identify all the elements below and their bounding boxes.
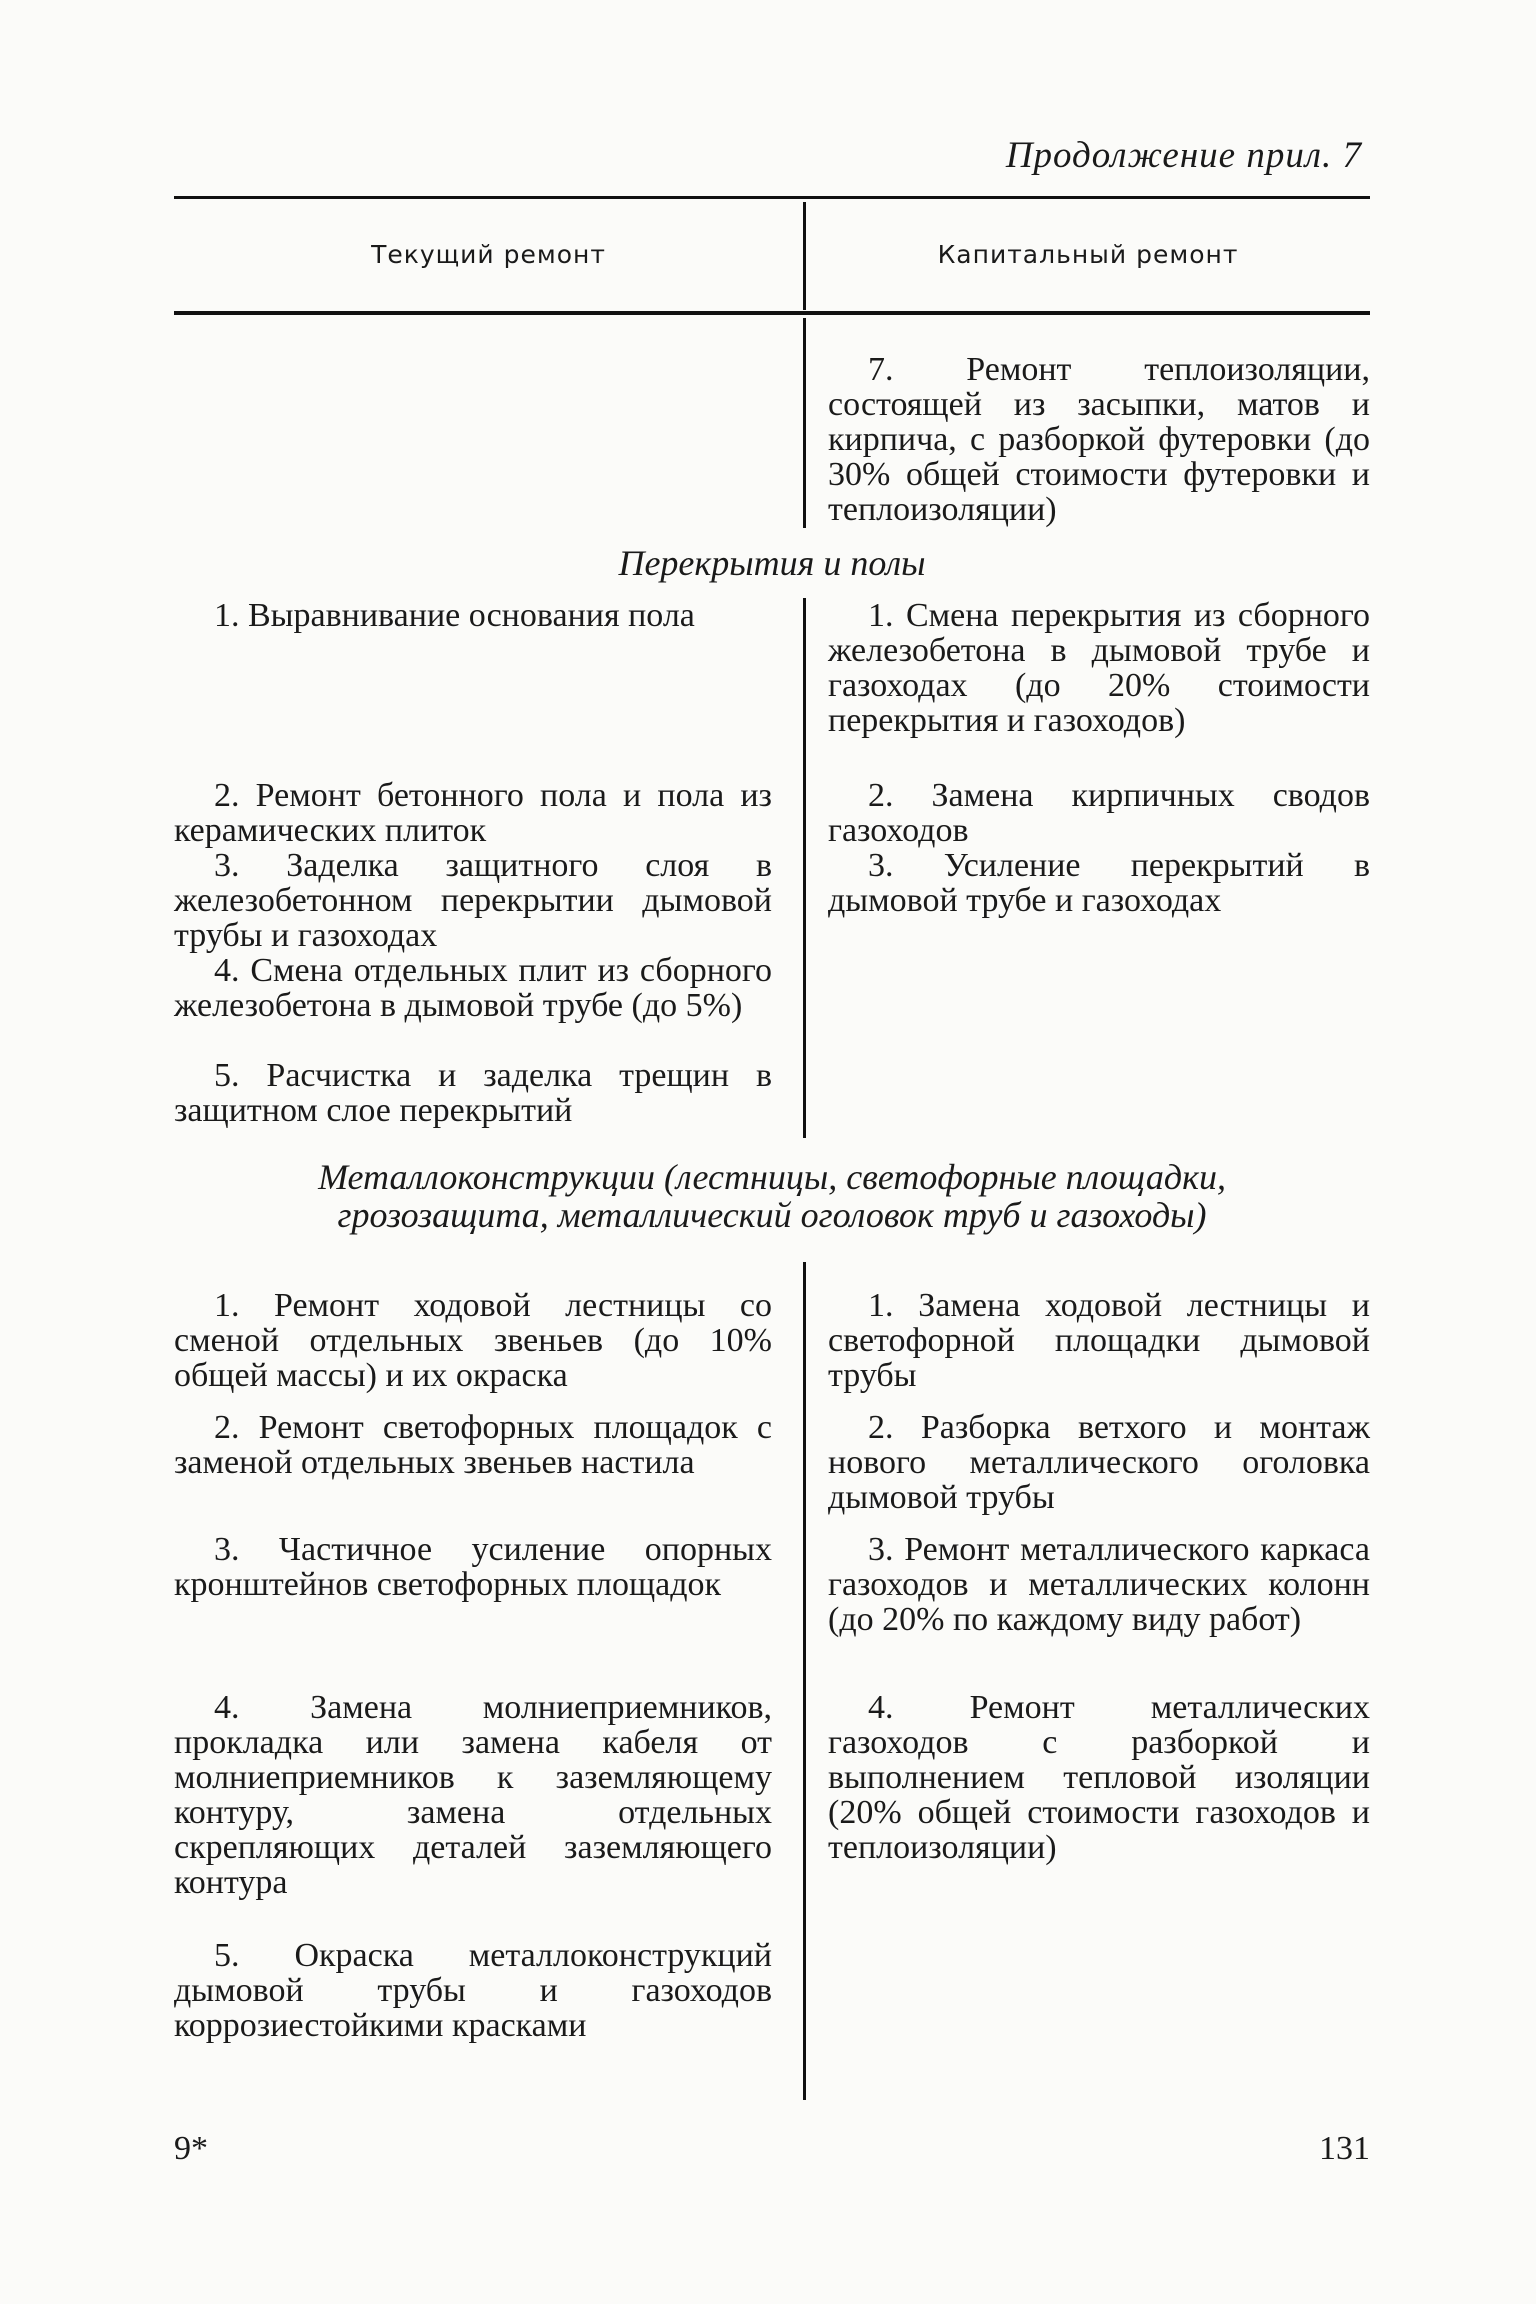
- floors-current-item-4: 4. Смена отдельных плит из сборного железобетона в дымовой трубе (до 5%): [174, 952, 772, 1024]
- column-divider-header: [803, 202, 806, 310]
- section-title-metal-line1: Металлоконструкции (лестницы, светофорные площадки,: [318, 1157, 1226, 1197]
- floors-current-item-5: 5. Расчистка и заделка трещин в защитном слое перекрытий: [174, 1057, 772, 1129]
- floors-current-item-3: 3. Заделка защитного слоя в железобетонном перекрытии дымовой трубы и газоходах: [174, 847, 772, 954]
- metal-current-item-1: 1. Ремонт ходовой лестницы со сменой отдельных звеньев (до 10% общей массы) и их окраска: [174, 1287, 772, 1394]
- metal-capital-item-4: 4. Ремонт металлических газоходов с разборкой и выполнением тепловой изоляции (20% общей стоимости газоходов и теплоизоляции): [828, 1689, 1370, 1866]
- page-number: 131: [1319, 2130, 1370, 2167]
- metal-current-item-5: 5. Окраска металлоконструкций дымовой трубы и газоходов коррозиестойкими красками: [174, 1937, 772, 2044]
- table-header-rule: [174, 311, 1370, 315]
- metal-current-item-4: 4. Замена молниеприемников, прокладка или замена кабеля от молниеприемников к заземляющему контуру, замена отдельных скрепляющих деталей заземляющего контура: [174, 1689, 772, 1901]
- floors-capital-item-1: 1. Смена перекрытия из сборного железобетона в дымовой трубе и газоходах (до 20% стоимости перекрытия и газоходов): [828, 597, 1370, 739]
- floors-current-item-1: 1. Выравнивание основания пола: [214, 597, 695, 634]
- section-title-floors: Перекрытия и полы: [618, 543, 926, 583]
- column-divider-block0: [803, 318, 806, 528]
- column-divider-floors: [803, 598, 806, 1138]
- continuation-note: Продолжение прил. 7: [1005, 135, 1362, 176]
- signature-mark: 9*: [174, 2130, 208, 2167]
- metal-current-item-3: 3. Частичное усиление опорных кронштейнов светофорных площадок: [174, 1531, 772, 1603]
- header-current-repair: Текущий ремонт: [371, 240, 606, 269]
- metal-capital-item-1: 1. Замена ходовой лестницы и светофорной площадки дымовой трубы: [828, 1287, 1370, 1394]
- metal-current-item-2: 2. Ремонт светофорных площадок с заменой отдельных звеньев настила: [174, 1409, 772, 1481]
- capital-item-7: 7. Ремонт теплоизоляции, состоящей из засыпки, матов и кирпича, с разборкой футеровки (до 30% общей стоимости футеровки и теплоизоляции): [828, 351, 1370, 528]
- metal-capital-item-2: 2. Разборка ветхого и монтаж нового металлического оголовка дымовой трубы: [828, 1409, 1370, 1516]
- floors-capital-item-3: 3. Усиление перекрытий в дымовой трубе и газоходах: [828, 847, 1370, 919]
- floors-capital-item-2: 2. Замена кирпичных сводов газоходов: [828, 777, 1370, 849]
- table-top-rule: [174, 196, 1370, 199]
- section-title-metal-line2: грозозащита, металлический оголовок труб и газоходы): [337, 1195, 1207, 1235]
- column-divider-metal: [803, 1262, 806, 2100]
- header-capital-repair: Капитальный ремонт: [937, 240, 1239, 269]
- metal-capital-item-3: 3. Ремонт металлического каркаса газоходов и металлических колонн (до 20% по каждому виду работ): [828, 1531, 1370, 1638]
- section-title-metal: [174, 1158, 1370, 1234]
- floors-current-item-2: 2. Ремонт бетонного пола и пола из керамических плиток: [174, 777, 772, 849]
